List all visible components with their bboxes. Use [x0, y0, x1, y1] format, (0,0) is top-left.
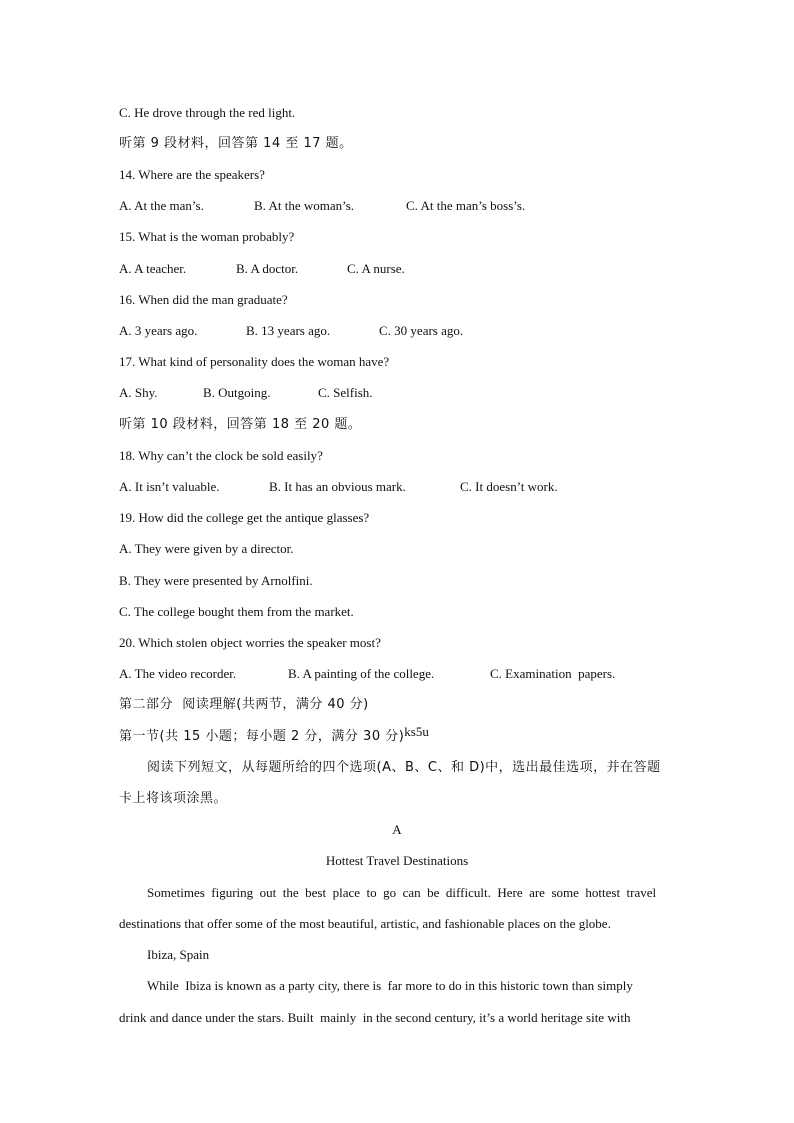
option-a: A. 3 years ago.: [119, 323, 198, 338]
passage-title: Hottest Travel Destinations: [325, 853, 469, 868]
option-a: A. At the man’s.: [119, 198, 204, 213]
section-instruction: 听第 9 段材料，回答第 14 至 17 题。: [119, 136, 353, 151]
paragraph-line: destinations that offer some of the most beautiful, artistic, and fashionable places on the globe.: [119, 916, 611, 931]
section-heading: [119, 724, 429, 745]
watermark-mark: ks5u: [404, 724, 429, 739]
question-18: 18. Why can’t the clock be sold easily?: [119, 448, 323, 463]
paragraph-line: While Ibiza is known as a party city, there is far more to do in this historic town than simply: [147, 978, 633, 993]
subheading: Ibiza, Spain: [147, 947, 210, 962]
question-16: 16. When did the man graduate?: [119, 292, 288, 307]
option-a: A. It isn’t valuable.: [119, 479, 220, 494]
section-instruction: 听第 10 段材料，回答第 18 至 20 题。: [119, 417, 362, 432]
option-c: C. The college bought them from the market.: [119, 604, 354, 619]
option-b: B. A doctor.: [236, 261, 299, 276]
option-line: C. He drove through the red light.: [119, 105, 296, 120]
option-b: B. A painting of the college.: [288, 666, 435, 681]
option-c: C. Selfish.: [318, 385, 373, 400]
option-c: C. At the man’s boss’s.: [406, 198, 526, 213]
paragraph-line: drink and dance under the stars. Built mainly in the second century, it’s a world heritage site with: [119, 1010, 631, 1025]
passage-letter: A: [392, 822, 402, 837]
option-a: A. Shy.: [119, 385, 158, 400]
option-a: A. The video recorder.: [119, 666, 237, 681]
option-a: A. They were given by a director.: [119, 541, 294, 556]
option-c: C. It doesn’t work.: [460, 479, 558, 494]
option-b: B. It has an obvious mark.: [269, 479, 406, 494]
section-heading-text: 第一节(共 15 小题；每小题 2 分，满分 30 分): [119, 729, 405, 744]
option-b: B. 13 years ago.: [246, 323, 331, 338]
question-14: 14. Where are the speakers?: [119, 167, 265, 182]
option-a: A. A teacher.: [119, 261, 187, 276]
option-b: B. Outgoing.: [203, 385, 271, 400]
part-heading: 第二部分 阅读理解(共两节，满分 40 分): [119, 697, 369, 712]
question-20: 20. Which stolen object worries the speaker most?: [119, 635, 381, 650]
option-b: B. They were presented by Arnolfini.: [119, 573, 313, 588]
paragraph-line: Sometimes figuring out the best place to go can be difficult. Here are some hottest travel: [147, 885, 657, 900]
option-c: C. 30 years ago.: [379, 323, 464, 338]
reading-instruction: 阅读下列短文，从每题所给的四个选项(A、B、C、和 D)中，选出最佳选项，并在答题: [147, 760, 661, 775]
option-c: C. Examination papers.: [490, 666, 616, 681]
option-c: C. A nurse.: [347, 261, 405, 276]
question-19: 19. How did the college get the antique glasses?: [119, 510, 370, 525]
option-b: B. At the woman’s.: [254, 198, 355, 213]
question-15: 15. What is the woman probably?: [119, 229, 295, 244]
reading-instruction-cont: 卡上将该项涂黑。: [119, 791, 228, 806]
question-17: 17. What kind of personality does the woman have?: [119, 354, 390, 369]
